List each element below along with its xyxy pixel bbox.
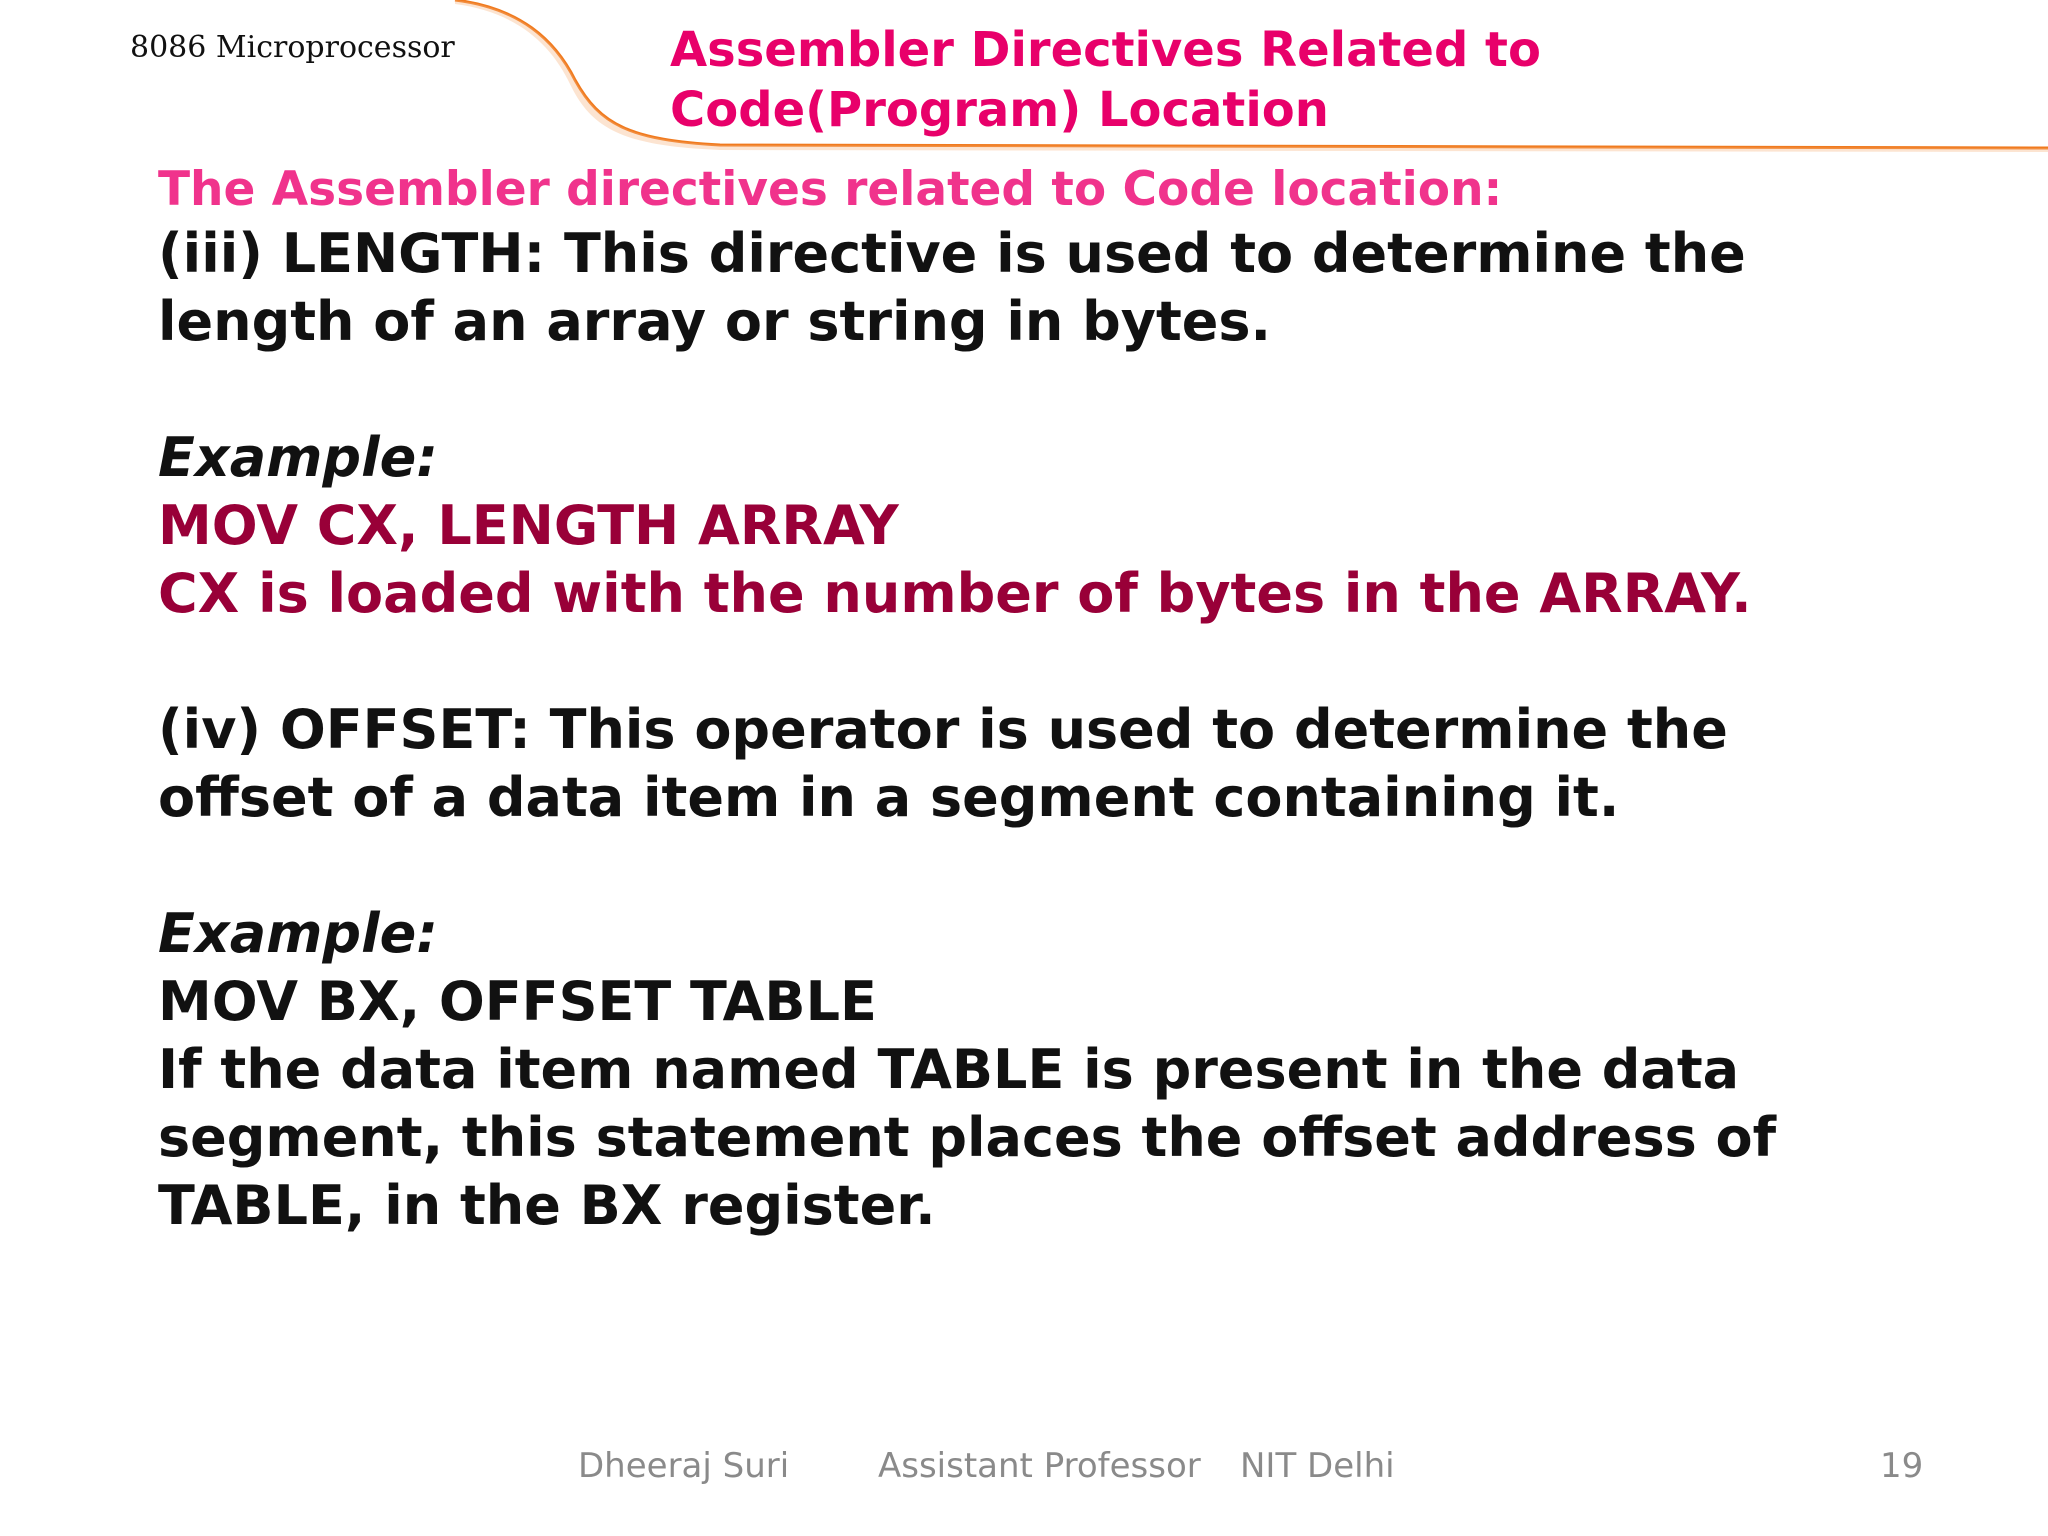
- example-2-code: MOV BX, OFFSET TABLE: [158, 970, 877, 1033]
- spacer: [158, 832, 1958, 900]
- slide-title-line-1: Assembler Directives Related to: [670, 22, 1541, 78]
- slide-title-line-2: Code(Program) Location: [670, 82, 1329, 138]
- spacer: [158, 356, 1958, 424]
- example-2-description-line-3: TABLE, in the BX register.: [158, 1174, 936, 1237]
- example-1-label: Example:: [158, 426, 438, 489]
- length-definition-line-2: length of an array or string in bytes.: [158, 290, 1272, 353]
- example-2-label: Example:: [158, 902, 438, 965]
- slide-content: [158, 160, 1958, 1240]
- offset-definition-line-1: (iv) OFFSET: This operator is used to determine the: [158, 698, 1728, 761]
- example-1-description: CX is loaded with the number of bytes in the ARRAY.: [158, 562, 1752, 625]
- footer-page-number: 19: [1880, 1446, 1924, 1486]
- example-2-description-line-1: If the data item named TABLE is present in the data: [158, 1038, 1740, 1101]
- slide-title: [670, 20, 1970, 140]
- example-1-code: MOV CX, LENGTH ARRAY: [158, 494, 899, 557]
- course-label: 8086 Microprocessor: [130, 30, 455, 65]
- intro-heading: The Assembler directives related to Code location:: [158, 162, 1503, 217]
- example-2-description-line-2: segment, this statement places the offset address of: [158, 1106, 1777, 1169]
- offset-definition-line-2: offset of a data item in a segment containing it.: [158, 766, 1620, 829]
- footer-institution: NIT Delhi: [1240, 1446, 1395, 1486]
- footer-author-name: Dheeraj Suri: [578, 1446, 790, 1486]
- length-definition-line-1: (iii) LENGTH: This directive is used to determine the: [158, 222, 1746, 285]
- spacer: [158, 628, 1958, 696]
- footer-author-role: Assistant Professor: [878, 1446, 1201, 1486]
